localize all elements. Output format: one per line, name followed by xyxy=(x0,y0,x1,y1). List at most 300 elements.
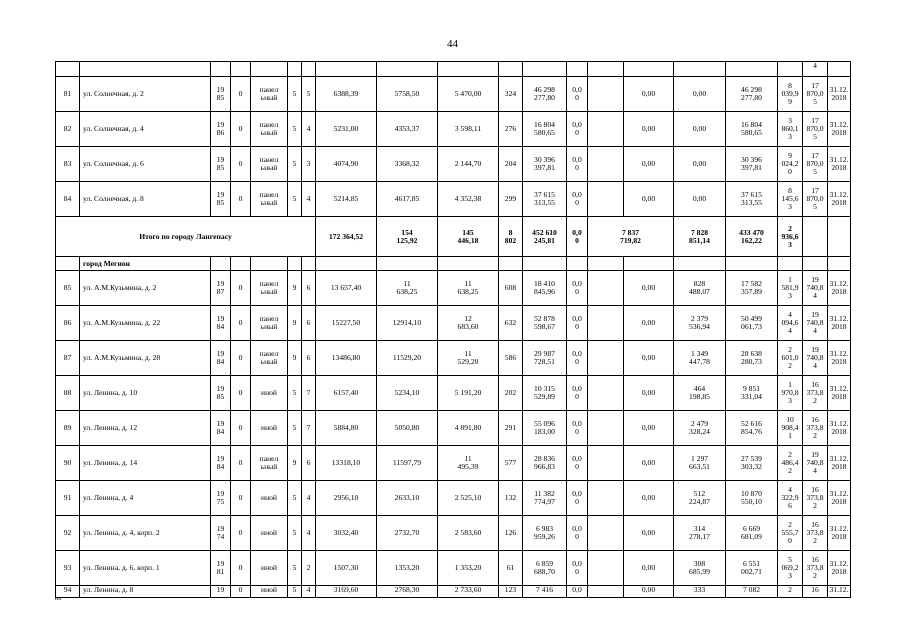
table-row xyxy=(56,411,851,446)
page-number: 44 xyxy=(447,38,458,50)
cell-fl: 9 xyxy=(288,446,302,481)
total-cost: 452 610 245,81 xyxy=(523,217,567,257)
cell-street: ул. Ленина, д. 4 xyxy=(80,481,211,516)
cell-year: 19 xyxy=(211,586,231,598)
cell-p1: 0,0 0 xyxy=(567,77,588,112)
table-row-continuation xyxy=(56,62,851,77)
cell-p3: 0,00 xyxy=(624,112,674,147)
cell-n: 83 xyxy=(56,147,80,182)
city-empty xyxy=(211,257,231,271)
cell-mat: панел ьный xyxy=(251,77,288,112)
cell-res: 291 xyxy=(499,411,523,446)
cell-n: 93 xyxy=(56,551,80,586)
city-empty xyxy=(828,257,851,271)
cell-a3: 2 525,10 xyxy=(438,481,499,516)
cell-p2 xyxy=(588,551,624,586)
cell-p4: 512 224,87 xyxy=(674,481,726,516)
cell-a1: 3032,40 xyxy=(316,516,377,551)
cell-cost: 10 315 529,89 xyxy=(523,376,567,411)
cell-unit: 4 094,6 4 xyxy=(778,306,803,341)
cell-c0: 0 xyxy=(231,147,251,182)
cell-a3: 11 529,20 xyxy=(438,341,499,376)
cell-cost: 30 396 397,81 xyxy=(523,147,567,182)
cell-p2 xyxy=(588,586,624,598)
table-row xyxy=(56,147,851,182)
cell-year: 19 85 xyxy=(211,147,231,182)
cell-p3: 0,00 xyxy=(624,586,674,598)
cell-fl: 5 xyxy=(288,147,302,182)
cell-a2: 11597,79 xyxy=(377,446,438,481)
cell-a2: 5234,10 xyxy=(377,376,438,411)
cell-a3: 11 495,39 xyxy=(438,446,499,481)
cell-p1: 0,0 0 xyxy=(567,182,588,217)
cell-fl: 5 xyxy=(288,182,302,217)
cell-p4: 314 278,17 xyxy=(674,516,726,551)
cell-c0: 0 xyxy=(231,586,251,598)
table-row xyxy=(56,376,851,411)
cell-p2 xyxy=(588,411,624,446)
cell-ent: 4 xyxy=(302,481,316,516)
cell-a1: 3169,60 xyxy=(316,586,377,598)
cell-p5: 10 870 550,10 xyxy=(726,481,778,516)
cell-mat: панел ьный xyxy=(251,271,288,306)
cell-cost: 16 804 580,65 xyxy=(523,112,567,147)
cell-p5: 30 396 397,81 xyxy=(726,147,778,182)
cell-p4: 2 379 536,94 xyxy=(674,306,726,341)
cell-p5: 37 615 313,55 xyxy=(726,182,778,217)
cell-a3: 12 683,60 xyxy=(438,306,499,341)
cell-res: 276 xyxy=(499,112,523,147)
total-p3: 7 828 851,14 xyxy=(674,217,726,257)
cell-a2: 5050,80 xyxy=(377,411,438,446)
cell-year: 19 74 xyxy=(211,516,231,551)
cell-p1: 0,0 0 xyxy=(567,112,588,147)
cell-res: 632 xyxy=(499,306,523,341)
cell-res: 608 xyxy=(499,271,523,306)
cell-c0: 0 xyxy=(231,376,251,411)
cell-p1: 0,0 0 xyxy=(567,516,588,551)
cell-year: 19 87 xyxy=(211,271,231,306)
cell-p4: 0,00 xyxy=(674,77,726,112)
city-empty xyxy=(803,257,828,271)
cell-p3: 0,00 xyxy=(624,306,674,341)
cell-p2 xyxy=(588,306,624,341)
cell-n: 94 xyxy=(56,586,80,598)
cell-p4: 2 479 328,24 xyxy=(674,411,726,446)
table-row xyxy=(56,271,851,306)
cell-year: 19 84 xyxy=(211,306,231,341)
cell-a1: 13318,10 xyxy=(316,446,377,481)
housing-register-table xyxy=(55,61,851,598)
cell-n: 88 xyxy=(56,376,80,411)
cell-a1: 6388,39 xyxy=(316,77,377,112)
cell-date: 31.12. 2018 xyxy=(828,271,851,306)
cell-p3: 0,00 xyxy=(624,481,674,516)
cell-p3: 0,00 xyxy=(624,411,674,446)
cell-c0: 0 xyxy=(231,182,251,217)
cell-p5: 50 499 061,73 xyxy=(726,306,778,341)
cell-lim: 19 740,8 4 xyxy=(803,341,828,376)
cell-lim: 16 373,8 2 xyxy=(803,551,828,586)
cell-n: 91 xyxy=(56,481,80,516)
cell-p5: 9 851 331,04 xyxy=(726,376,778,411)
cell-a3: 4 352,38 xyxy=(438,182,499,217)
cell-date: 31.12. 2018 xyxy=(828,446,851,481)
cell-p2 xyxy=(588,271,624,306)
cell-date: 31.12. 2018 xyxy=(828,306,851,341)
city-empty xyxy=(316,257,377,271)
total-res: 8 802 xyxy=(499,217,523,257)
cell-p3: 0,00 xyxy=(624,376,674,411)
cell-lim: 19 740,8 4 xyxy=(803,271,828,306)
cell-date: 31.12. 2018 xyxy=(828,516,851,551)
cell-lim: 17 870,0 5 xyxy=(803,77,828,112)
cell-year: 19 85 xyxy=(211,376,231,411)
city-empty xyxy=(56,257,80,271)
cell-p3: 0,00 xyxy=(624,77,674,112)
cell-n: 92 xyxy=(56,516,80,551)
cell-res: 202 xyxy=(499,376,523,411)
cell-ent: 5 xyxy=(302,77,316,112)
cell-cost: 6 859 688,70 xyxy=(523,551,567,586)
total-a3: 145 446,18 xyxy=(438,217,499,257)
city-empty xyxy=(726,257,778,271)
cell-unit: 10 908,4 1 xyxy=(778,411,803,446)
cell-p4: 1 297 663,51 xyxy=(674,446,726,481)
cell-p1: 0,0 0 xyxy=(567,271,588,306)
cell-unit: 2 601,0 2 xyxy=(778,341,803,376)
cell-c0: 0 xyxy=(231,411,251,446)
cell-date: 31.12. 2018 xyxy=(828,112,851,147)
cell-lim: 16 373,8 2 xyxy=(803,376,828,411)
cell-unit: 1 581,9 3 xyxy=(778,271,803,306)
cell-year: 19 84 xyxy=(211,411,231,446)
cell-p1: 0,0 0 xyxy=(567,411,588,446)
cell-a2: 4353,37 xyxy=(377,112,438,147)
cell-mat: панел ьный xyxy=(251,446,288,481)
city-empty xyxy=(499,257,523,271)
cell-p1: 0,0 0 xyxy=(567,147,588,182)
cell-a1: 13 657,40 xyxy=(316,271,377,306)
cell-date: 31.12. 2018 xyxy=(828,182,851,217)
cell-lim: 17 870,0 5 xyxy=(803,112,828,147)
city-empty xyxy=(251,257,288,271)
cell-res: 577 xyxy=(499,446,523,481)
cell-res: 586 xyxy=(499,341,523,376)
cell-a2: 11529,20 xyxy=(377,341,438,376)
cell-fl: 5 xyxy=(288,516,302,551)
table-row xyxy=(56,182,851,217)
city-empty xyxy=(302,257,316,271)
cell-street: ул. А.М.Кузьмина, д. 2 xyxy=(80,271,211,306)
cell-a1: 15227,50 xyxy=(316,306,377,341)
cell-res: 204 xyxy=(499,147,523,182)
cell-year: 19 84 xyxy=(211,341,231,376)
cell-lim: 16 373,8 2 xyxy=(803,481,828,516)
cell-a2: 4617,85 xyxy=(377,182,438,217)
table-row xyxy=(56,306,851,341)
city-empty xyxy=(778,257,803,271)
cell-ent: 4 xyxy=(302,112,316,147)
cell-cost: 11 382 774,97 xyxy=(523,481,567,516)
cell-cost: 55 096 183,00 xyxy=(523,411,567,446)
cell-p4: 0,00 xyxy=(674,182,726,217)
cell-p2 xyxy=(588,182,624,217)
cell-year: 19 75 xyxy=(211,481,231,516)
cell-c0: 0 xyxy=(231,271,251,306)
table-row xyxy=(56,77,851,112)
cell-street: ул. Солнечная, д. 4 xyxy=(80,112,211,147)
cell-p5: 27 539 303,32 xyxy=(726,446,778,481)
total-a1: 172 364,52 xyxy=(316,217,377,257)
cell-lim: 17 870,0 5 xyxy=(803,182,828,217)
cell-ent: 6 xyxy=(302,271,316,306)
cell-street: ул. Солнечная, д. 2 xyxy=(80,77,211,112)
cell-cost: 7 416 xyxy=(523,586,567,598)
cell-street: ул. А.М.Кузьмина, д. 28 xyxy=(80,341,211,376)
cell-a2: 2732,70 xyxy=(377,516,438,551)
cell-p4: 1 349 447,78 xyxy=(674,341,726,376)
cell-p2 xyxy=(588,77,624,112)
cell-ent: 3 xyxy=(302,147,316,182)
cell-res: 132 xyxy=(499,481,523,516)
cell-p4: 828 488,07 xyxy=(674,271,726,306)
cell-p4: 0,00 xyxy=(674,147,726,182)
cell-fl: 5 xyxy=(288,551,302,586)
cell-p1: 0,0 xyxy=(567,586,588,598)
cell-a3: 2 583,60 xyxy=(438,516,499,551)
cell-date: 31.12. 2018 xyxy=(828,77,851,112)
cell-lim: 17 870,0 5 xyxy=(803,147,828,182)
cell-a2: 2768,30 xyxy=(377,586,438,598)
cell-res: 61 xyxy=(499,551,523,586)
cell-mat: иной xyxy=(251,376,288,411)
cell-c0: 0 xyxy=(231,306,251,341)
total-p2: 7 837 719,82 xyxy=(588,217,674,257)
city-empty xyxy=(438,257,499,271)
cell-p4: 464 198,85 xyxy=(674,376,726,411)
cell-unit: 2 xyxy=(778,586,803,598)
cell-a3: 11 638,25 xyxy=(438,271,499,306)
cell-c0: 0 xyxy=(231,341,251,376)
total-row xyxy=(56,217,851,257)
cell-p5: 28 638 280,73 xyxy=(726,341,778,376)
cell-a1: 5231,00 xyxy=(316,112,377,147)
cell-a3: 1 353,20 xyxy=(438,551,499,586)
cell-p3: 0,00 xyxy=(624,516,674,551)
city-empty xyxy=(674,257,726,271)
cell-ent: 7 xyxy=(302,411,316,446)
cell-date: 31.12. 2018 xyxy=(828,551,851,586)
cell-a3: 5 191,20 xyxy=(438,376,499,411)
cell-a3: 2 733,60 xyxy=(438,586,499,598)
city-empty xyxy=(231,257,251,271)
cell-p1: 0,0 0 xyxy=(567,306,588,341)
cell-ent: 7 xyxy=(302,376,316,411)
cell-p5: 46 298 277,80 xyxy=(726,77,778,112)
cell-res: 126 xyxy=(499,516,523,551)
cell-street: ул. Солнечная, д. 6 xyxy=(80,147,211,182)
cell-res: 324 xyxy=(499,77,523,112)
cell-fl: 9 xyxy=(288,306,302,341)
cell-year: 19 86 xyxy=(211,112,231,147)
cell-a1: 5214,85 xyxy=(316,182,377,217)
table-row xyxy=(56,551,851,586)
city-empty xyxy=(377,257,438,271)
cell-cost: 46 298 277,80 xyxy=(523,77,567,112)
cell-a1: 1507,30 xyxy=(316,551,377,586)
cell-cost: 37 615 313,55 xyxy=(523,182,567,217)
city-empty xyxy=(523,257,567,271)
cell-p1: 0,0 0 xyxy=(567,341,588,376)
cell-street: ул. Ленина, д. 12 xyxy=(80,411,211,446)
cell-c0: 0 xyxy=(231,77,251,112)
cell-p5: 52 616 854,76 xyxy=(726,411,778,446)
table-body xyxy=(56,62,851,598)
cell-a1: 5884,80 xyxy=(316,411,377,446)
cell-ent: 2 xyxy=(302,551,316,586)
cell-fl: 5 xyxy=(288,586,302,598)
cell-p2 xyxy=(588,112,624,147)
cell-a1: 2956,10 xyxy=(316,481,377,516)
city-empty xyxy=(588,257,624,271)
cell-street: ул. Солнечная, д. 8 xyxy=(80,182,211,217)
cell-p3: 0,00 xyxy=(624,341,674,376)
cell-date: 31.12. 2018 xyxy=(828,481,851,516)
cell-mat: иной xyxy=(251,586,288,598)
cell-res: 123 xyxy=(499,586,523,598)
cell-ent: 4 xyxy=(302,516,316,551)
cell-cost: 29 987 728,51 xyxy=(523,341,567,376)
cell-lim: 16 373,8 2 xyxy=(803,411,828,446)
cell-a1: 6157,40 xyxy=(316,376,377,411)
cell-p5: 17 582 357,89 xyxy=(726,271,778,306)
cell-a2: 3368,32 xyxy=(377,147,438,182)
cell-p5: 6 551 002,71 xyxy=(726,551,778,586)
cell-street: ул. Ленина, д. 6, корп. 1 xyxy=(80,551,211,586)
total-label: Итого по городу Лангепасу xyxy=(56,217,316,257)
cell-ent: 4 xyxy=(302,182,316,217)
cell-mat: панел ьный xyxy=(251,306,288,341)
cell-a2: 2633,10 xyxy=(377,481,438,516)
cell-ent: 6 xyxy=(302,341,316,376)
city-header-row xyxy=(56,257,851,271)
cell-mat: панел ьный xyxy=(251,182,288,217)
table-row xyxy=(56,112,851,147)
total-p5: 433 470 162,22 xyxy=(726,217,778,257)
table-row xyxy=(56,586,851,598)
cell-p2 xyxy=(588,341,624,376)
cell-fl: 5 xyxy=(288,112,302,147)
cell-n: 84 xyxy=(56,182,80,217)
cell-unit: 8 145,6 3 xyxy=(778,182,803,217)
cell-p3: 0,00 xyxy=(624,271,674,306)
cell-street: ул. Ленина, д. 10 xyxy=(80,376,211,411)
cell-mat: иной xyxy=(251,481,288,516)
cell-cost: 18 410 845,96 xyxy=(523,271,567,306)
cell-lim: 16 373,8 2 xyxy=(803,516,828,551)
cell-date: 31.12. 2018 xyxy=(828,411,851,446)
cell-street: ул. Ленина, д. 4, корп. 2 xyxy=(80,516,211,551)
cell-year: 19 85 xyxy=(211,77,231,112)
cell-a2: 5758,50 xyxy=(377,77,438,112)
cell-n: 82 xyxy=(56,112,80,147)
cell-lim: 16 xyxy=(803,586,828,598)
cell-a2: 1353,20 xyxy=(377,551,438,586)
cell-a3: 5 470,00 xyxy=(438,77,499,112)
city-empty xyxy=(288,257,302,271)
cell-p2 xyxy=(588,481,624,516)
total-unit: 2 936,6 3 xyxy=(778,217,803,257)
cell-fl: 5 xyxy=(288,481,302,516)
cell-unit: 5 069,2 3 xyxy=(778,551,803,586)
cell-fl: 9 xyxy=(288,271,302,306)
city-empty xyxy=(624,257,674,271)
cell-a3: 2 144,70 xyxy=(438,147,499,182)
cell-year: 19 81 xyxy=(211,551,231,586)
cell-unit: 2 486,4 2 xyxy=(778,446,803,481)
cell-unit: 3 860,1 3 xyxy=(778,112,803,147)
cell-unit: 9 024,2 0 xyxy=(778,147,803,182)
footer-mark: нп xyxy=(55,596,62,602)
cell-c0: 0 xyxy=(231,112,251,147)
cell-p1: 0,0 0 xyxy=(567,376,588,411)
cell-n: 90 xyxy=(56,446,80,481)
cell-unit: 1 970,8 3 xyxy=(778,376,803,411)
cell-cost: 6 983 959,26 xyxy=(523,516,567,551)
cell-p4: 0,00 xyxy=(674,112,726,147)
cell-year: 19 84 xyxy=(211,446,231,481)
cell-street: ул. А.М.Кузьмина, д. 22 xyxy=(80,306,211,341)
table-row xyxy=(56,341,851,376)
cell-p3: 0,00 xyxy=(624,446,674,481)
cell-lim: 19 740,8 4 xyxy=(803,306,828,341)
cell-n: 85 xyxy=(56,271,80,306)
cell-ent: 6 xyxy=(302,446,316,481)
table-row xyxy=(56,481,851,516)
cell-a2: 11 638,25 xyxy=(377,271,438,306)
cell-c0: 0 xyxy=(231,551,251,586)
cell-a1: 4074,90 xyxy=(316,147,377,182)
cell-p2 xyxy=(588,147,624,182)
cell-p5: 16 804 580,65 xyxy=(726,112,778,147)
cell-p2 xyxy=(588,446,624,481)
cell-year: 19 85 xyxy=(211,182,231,217)
cell-mat: иной xyxy=(251,551,288,586)
cell-p4: 308 685,99 xyxy=(674,551,726,586)
cell-n: 89 xyxy=(56,411,80,446)
cell-p2 xyxy=(588,516,624,551)
cell-n: 86 xyxy=(56,306,80,341)
cell-p4: 333 xyxy=(674,586,726,598)
total-empty xyxy=(803,217,828,257)
cell-p1: 0,0 0 xyxy=(567,551,588,586)
cell-a2: 12914,10 xyxy=(377,306,438,341)
total-empty xyxy=(828,217,851,257)
cell-mat: панел ьный xyxy=(251,147,288,182)
cell-p3: 0,00 xyxy=(624,147,674,182)
cell-fl: 9 xyxy=(288,341,302,376)
cell-street: ул. Ленина, д. 8 xyxy=(80,586,211,598)
cell-unit: 4 322,9 6 xyxy=(778,481,803,516)
table-row xyxy=(56,516,851,551)
cell-p5: 7 082 xyxy=(726,586,778,598)
cell-fl: 5 xyxy=(288,376,302,411)
cell-mat: иной xyxy=(251,411,288,446)
cell-p3: 0,00 xyxy=(624,182,674,217)
cell-mat: панел ьный xyxy=(251,112,288,147)
cell-lim: 19 740,8 4 xyxy=(803,446,828,481)
